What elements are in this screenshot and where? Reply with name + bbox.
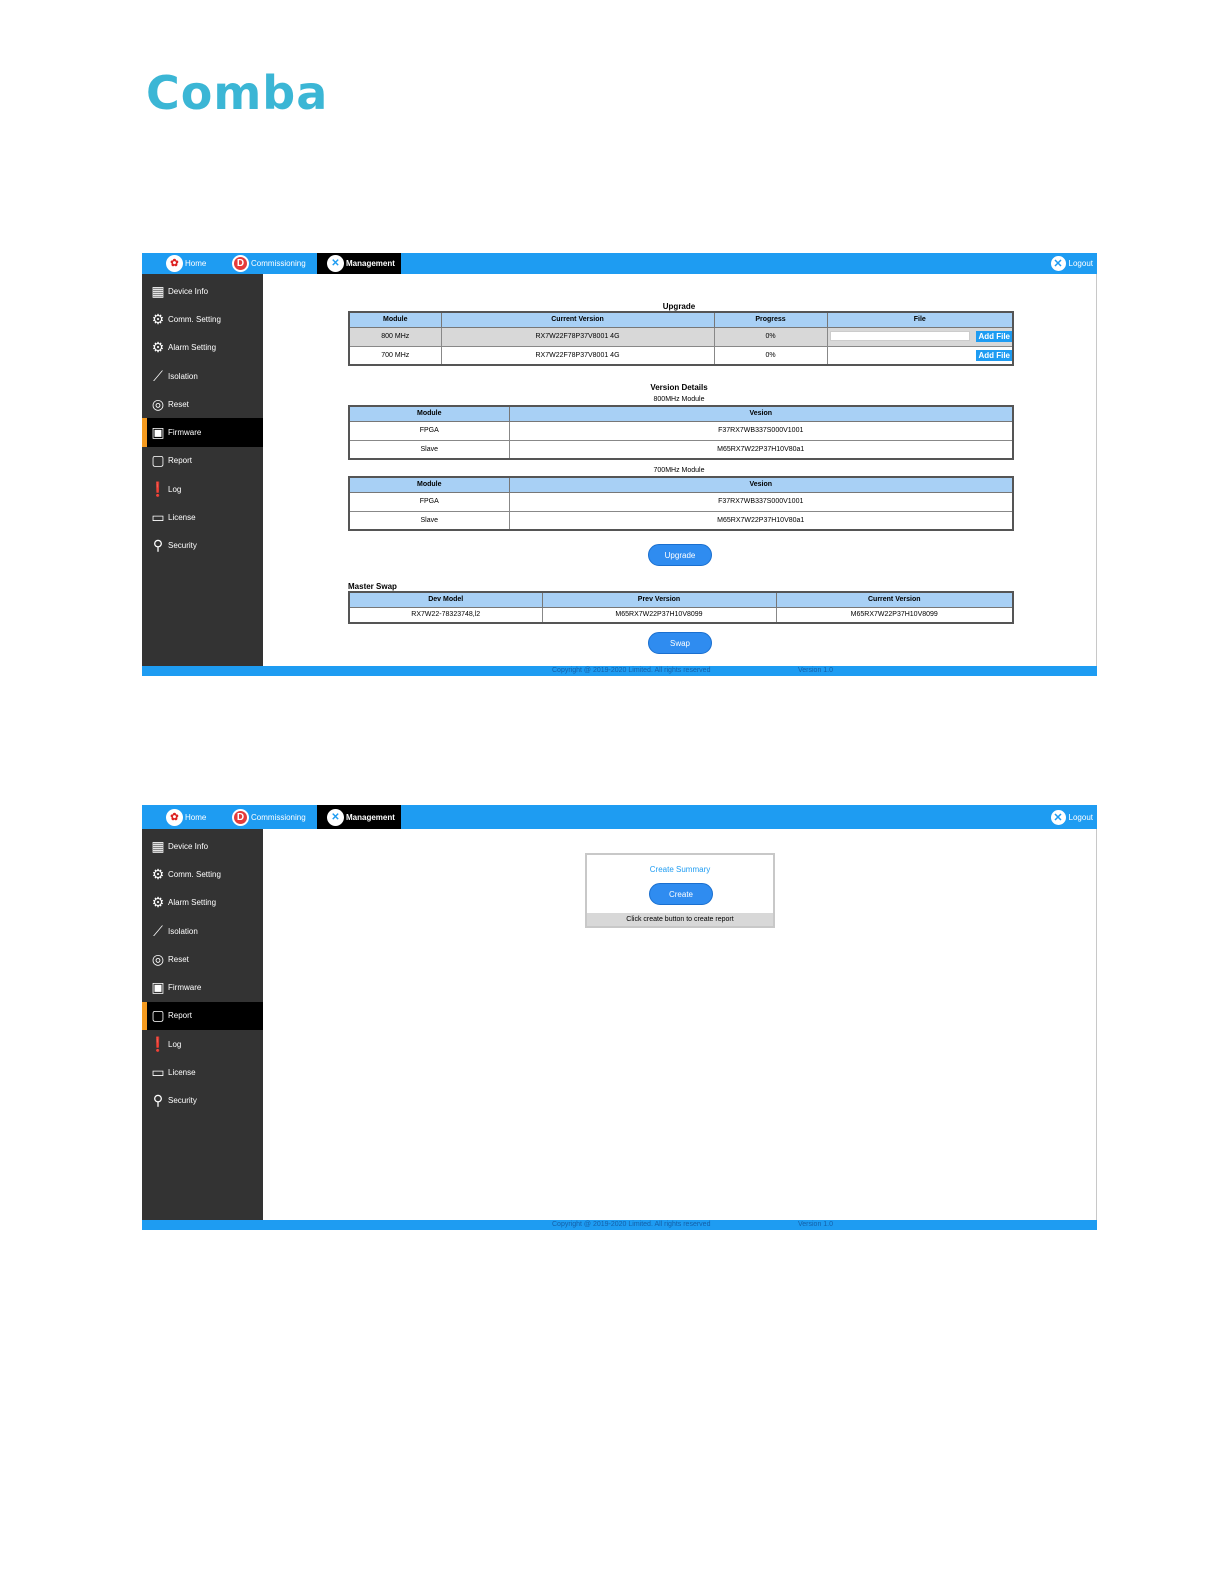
- sidebar-item-label: Device Info: [168, 286, 209, 296]
- file-path-input[interactable]: [830, 331, 970, 341]
- sidebar-item-firmware[interactable]: [142, 973, 263, 1001]
- tab-home-label: Home: [185, 812, 207, 822]
- sidebar-item-label: Firmware: [168, 983, 202, 993]
- sidebar-item-license[interactable]: [142, 503, 263, 531]
- sidebar-item-alarm-setting[interactable]: [142, 334, 263, 362]
- table-row: [349, 421, 1013, 440]
- tab-commissioning-label: Commissioning: [251, 812, 306, 822]
- sidebar-item-label: Security: [168, 541, 197, 551]
- tab-home[interactable]: [166, 805, 206, 829]
- exclamation-icon: ❗: [149, 480, 167, 497]
- report-content: [263, 805, 1096, 1220]
- sidebar-item-device-info[interactable]: [142, 832, 263, 860]
- column-header: Current Version: [776, 592, 1013, 607]
- file-cell: [827, 346, 1013, 365]
- sidebar-item-label: Alarm Setting: [168, 898, 217, 908]
- upgrade-table: [348, 311, 1014, 366]
- tab-management-label: Management: [346, 812, 395, 822]
- sidebar-item-label: Reset: [168, 399, 189, 409]
- firmware-screen: [142, 253, 1097, 676]
- module-cell: 700 MHz: [349, 346, 441, 365]
- copyright-text: Copyright @ 2019-2020 Limited. All rights reserved: [552, 667, 711, 674]
- antenna-gear-icon: ⚙: [151, 865, 165, 882]
- table-row: [349, 607, 1013, 623]
- grid-gear-icon: ▦: [151, 837, 165, 854]
- sidebar-item-license[interactable]: [142, 1058, 263, 1086]
- close-icon: ✕: [1051, 810, 1066, 825]
- module-cell: FPGA: [349, 421, 509, 440]
- firmware-content: [263, 274, 1096, 666]
- sidebar-item-label: Device Info: [168, 841, 209, 851]
- graph-icon: ⟋: [153, 922, 163, 939]
- version-text: Version 1.0: [798, 667, 834, 674]
- sidebar-item-label: Comm. Setting: [168, 314, 221, 324]
- tab-management[interactable]: [317, 253, 401, 274]
- firmware-icon: ▣: [151, 979, 165, 996]
- master-swap-title: Master Swap: [348, 582, 397, 591]
- home-icon: ✿: [166, 809, 183, 826]
- user-lock-icon: ⚲: [152, 537, 164, 554]
- sidebar-item-report[interactable]: [142, 447, 263, 475]
- upgrade-title: Upgrade: [662, 302, 696, 311]
- tools-icon: ✕: [327, 809, 344, 826]
- sidebar-item-label: Isolation: [168, 371, 198, 381]
- column-header: Module: [349, 406, 509, 421]
- master-swap-table: [348, 591, 1014, 624]
- sidebar-item-device-info[interactable]: [142, 277, 263, 305]
- column-header: Prev Version: [542, 592, 776, 607]
- table-row: [349, 440, 1013, 459]
- gears-icon: ⚙: [151, 894, 165, 911]
- comba-logo: Comba: [146, 66, 329, 120]
- sidebar-item-label: Log: [168, 1039, 182, 1049]
- sidebar-item-label: Report: [168, 1011, 193, 1021]
- sidebar-item-log[interactable]: [142, 1030, 263, 1058]
- sidebar-item-comm-setting[interactable]: [142, 305, 263, 333]
- sidebar-item-label: Reset: [168, 954, 189, 964]
- create-hint: Click create button to create report: [587, 913, 773, 926]
- version-cell: RX7W22F78P37V8001 4G: [441, 327, 714, 346]
- create-button[interactable]: Create: [649, 883, 713, 905]
- tab-commissioning[interactable]: [232, 253, 306, 274]
- sidebar-item-alarm-setting[interactable]: [142, 889, 263, 917]
- module-800-subtitle: 800MHz Module: [653, 396, 705, 403]
- column-header: File: [827, 312, 1013, 327]
- reset-icon: ◎: [151, 395, 165, 412]
- sidebar-item-label: License: [168, 1068, 196, 1078]
- license-icon: ▭: [151, 1064, 165, 1081]
- upgrade-button[interactable]: Upgrade: [648, 544, 712, 566]
- user-lock-icon: ⚲: [152, 1092, 164, 1109]
- footer-bar: [142, 1220, 1097, 1230]
- column-header: Vesion: [509, 477, 1013, 492]
- report-icon: ▢: [151, 452, 165, 469]
- sidebar-item-report[interactable]: [142, 1002, 263, 1030]
- column-header: Dev Model: [349, 592, 542, 607]
- grid-gear-icon: ▦: [151, 282, 165, 299]
- sidebar-item-label: Report: [168, 456, 193, 466]
- home-icon: ✿: [166, 255, 183, 272]
- tab-home-label: Home: [185, 259, 207, 268]
- table-row: [349, 346, 1013, 365]
- sidebar: [142, 274, 263, 666]
- exclamation-icon: ❗: [149, 1035, 167, 1052]
- report-screen: [142, 805, 1097, 1230]
- sidebar-item-firmware[interactable]: [142, 418, 263, 446]
- sidebar-item-label: Log: [168, 484, 182, 494]
- file-cell: [827, 327, 1013, 346]
- module-cell: Slave: [349, 440, 509, 459]
- sidebar-item-comm-setting[interactable]: [142, 860, 263, 888]
- version-800-table: [348, 405, 1014, 460]
- tab-home[interactable]: [166, 253, 206, 274]
- tab-management-label: Management: [346, 259, 395, 268]
- sidebar-item-label: Security: [168, 1096, 197, 1106]
- sidebar-item-label: Comm. Setting: [168, 869, 221, 879]
- add-file-button[interactable]: Add File: [978, 332, 1010, 341]
- progress-cell: 0%: [714, 346, 827, 365]
- version-text: Version 1.0: [798, 1221, 834, 1228]
- tab-commissioning-label: Commissioning: [251, 259, 306, 268]
- prev-version-cell: M65RX7W22P37H10V8099: [542, 607, 776, 623]
- add-file-button[interactable]: Add File: [978, 350, 1010, 360]
- sidebar-item-label: Alarm Setting: [168, 343, 217, 353]
- swap-button[interactable]: Swap: [648, 632, 712, 654]
- logout-button[interactable]: [1051, 253, 1093, 274]
- module-cell: FPGA: [349, 492, 509, 511]
- gears-icon: ⚙: [151, 339, 165, 356]
- table-row: [349, 511, 1013, 530]
- column-header: Current Version: [441, 312, 714, 327]
- copyright-text: Copyright @ 2019-2020 Limited. All rights reserved: [552, 1221, 711, 1228]
- column-header: Vesion: [509, 406, 1013, 421]
- column-header: Module: [349, 312, 441, 327]
- current-version-cell: M65RX7W22P37H10V8099: [776, 607, 1013, 623]
- sidebar-item-security[interactable]: [142, 1087, 263, 1115]
- sidebar-item-label: Isolation: [168, 926, 198, 936]
- sidebar-item-reset[interactable]: [142, 390, 263, 418]
- top-nav-bar: [142, 253, 1097, 274]
- sidebar-item-isolation[interactable]: [142, 362, 263, 390]
- version-cell: F37RX7WB337S000V1001: [509, 492, 1013, 511]
- dev-model-cell: RX7W22-78323748,l2: [349, 607, 542, 623]
- license-icon: ▭: [151, 509, 165, 526]
- commissioning-icon: D: [232, 255, 249, 272]
- firmware-icon: ▣: [151, 424, 165, 441]
- table-row: [349, 492, 1013, 511]
- footer-bar: [142, 666, 1097, 676]
- report-icon: ▢: [151, 1007, 165, 1024]
- close-icon: ✕: [1051, 256, 1066, 271]
- column-header: Module: [349, 477, 509, 492]
- antenna-gear-icon: ⚙: [151, 310, 165, 327]
- sidebar-item-isolation[interactable]: [142, 917, 263, 945]
- table-row: [349, 327, 1013, 346]
- sidebar-item-reset[interactable]: [142, 945, 263, 973]
- graph-icon: ⟋: [153, 367, 163, 384]
- create-summary-title: Create Summary: [649, 865, 711, 874]
- version-cell: F37RX7WB337S000V1001: [509, 421, 1013, 440]
- version-700-table: [348, 476, 1014, 531]
- version-details-title: Version Details: [650, 383, 708, 392]
- module-cell: 800 MHz: [349, 327, 441, 346]
- create-summary-panel: [585, 853, 775, 928]
- module-700-subtitle: 700MHz Module: [653, 467, 705, 474]
- sidebar-item-security[interactable]: [142, 532, 263, 560]
- tools-icon: ✕: [327, 255, 344, 272]
- sidebar-item-label: License: [168, 513, 196, 523]
- reset-icon: ◎: [151, 950, 165, 967]
- version-cell: M65RX7W22P37H10V80a1: [509, 440, 1013, 459]
- commissioning-icon: D: [232, 809, 249, 826]
- logout-label: Logout: [1068, 259, 1093, 268]
- column-header: Progress: [714, 312, 827, 327]
- logout-label: Logout: [1068, 812, 1093, 822]
- sidebar: [142, 829, 263, 1220]
- sidebar-item-label: Firmware: [168, 428, 202, 438]
- version-cell: RX7W22F78P37V8001 4G: [441, 346, 714, 365]
- version-cell: M65RX7W22P37H10V80a1: [509, 511, 1013, 530]
- module-cell: Slave: [349, 511, 509, 530]
- progress-cell: 0%: [714, 327, 827, 346]
- sidebar-item-log[interactable]: [142, 475, 263, 503]
